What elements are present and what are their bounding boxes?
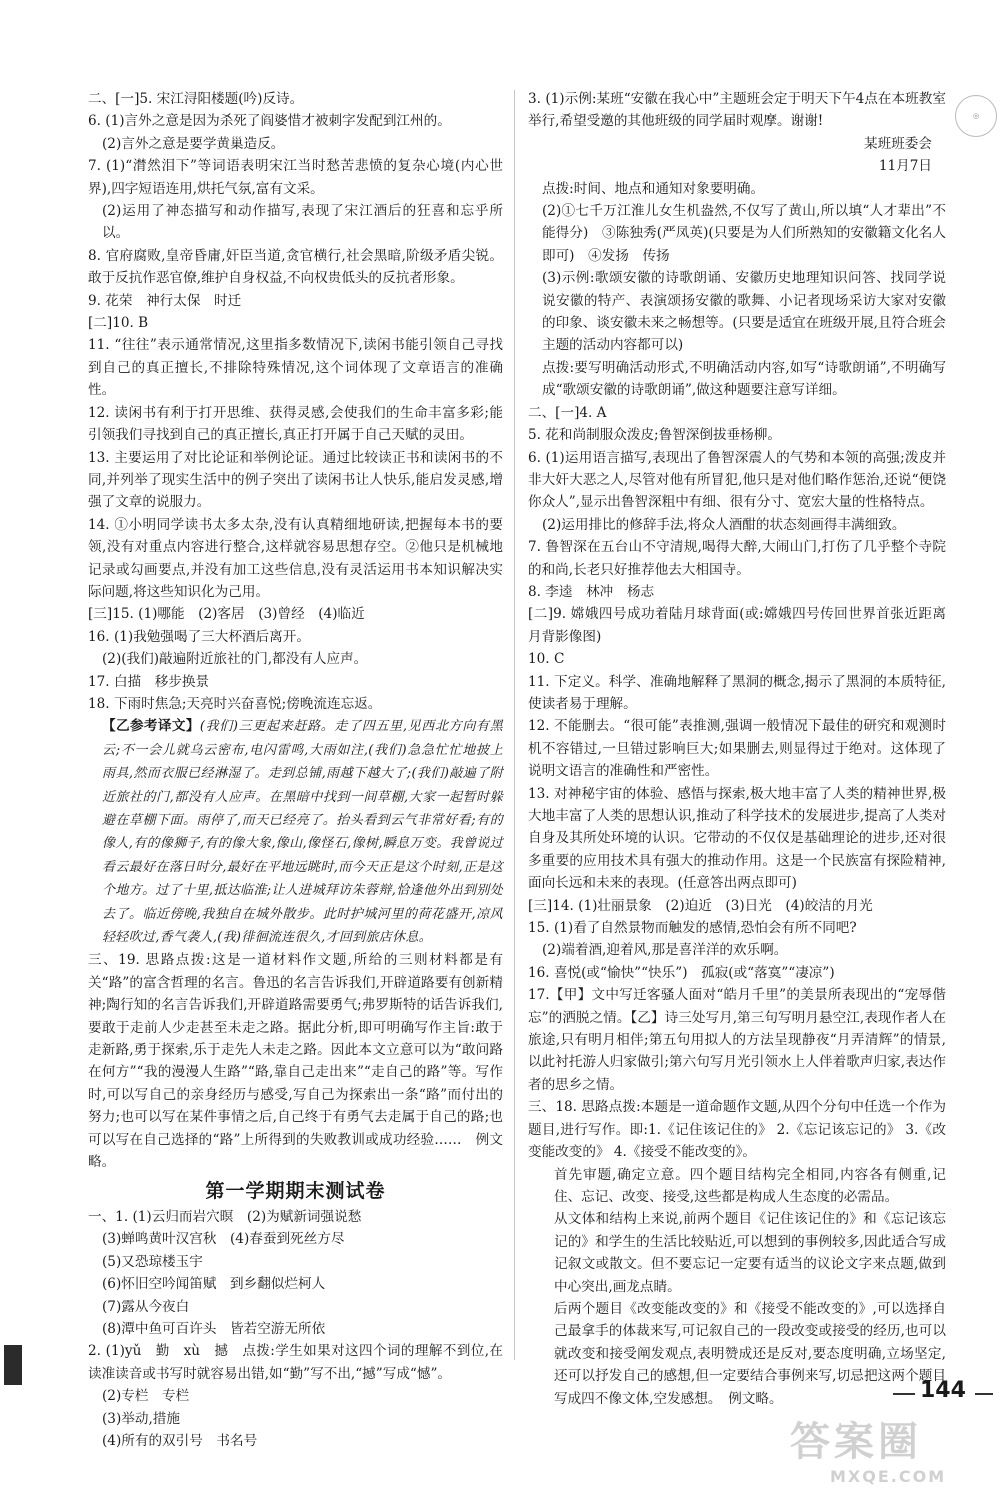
answer-line: 14. ①小明同学读书太多太杂,没有认真精细地研读,把握每本书的要领,没有对重点内容进行整合,这样就容易思想存空。②他只是机械地记录或勾画要点,并没有加工这些信息,没有灵活运用书本知识解决实际问题,将这些知识化为己用。 [88, 516, 503, 600]
answer-line: (2)运用了神态描写和动作描写,表现了宋江酒后的狂喜和忘乎所以。 [102, 203, 503, 242]
watermark-main: 答案圈 [790, 1419, 922, 1465]
corner-stamp-icon: ◎ [955, 95, 997, 137]
answer-line: 11. 下定义。科学、准确地解释了黑洞的概念,揭示了黑洞的本质特征,使读者易于理解。 [528, 673, 946, 712]
answer-line: (2)言外之意是要学黄巢造反。 [102, 135, 285, 152]
answer-line: 12. 读闲书有利于打开思维、获得灵感,会使我们的生命丰富多彩;能引领我们寻找到自己的真正擅长,真正打开属于自己天赋的灵田。 [88, 404, 503, 444]
answer-line: 三、18. 思路点拨:本题是一道命题作文题,从四个分句中任选一个作为题目,进行写作。即:1.《记住该记住的》 2.《忘记该忘记的》 3.《改变能改变的》 4.《接受不能改变的》。 [528, 1099, 946, 1161]
answer-line: [三]14. (1)壮丽景象 (2)迫近 (3)日光 (4)皎洁的月光 [528, 897, 873, 914]
answer-line: (3)举动,措施 [102, 1410, 180, 1427]
answer-line: (2)(我们)敲遍附近旅社的门,都没有人应声。 [102, 651, 368, 668]
translation-block [88, 715, 503, 949]
answer-line: 9. 花荣 神行太保 时迁 [88, 292, 242, 309]
translation-text: (我们)三更起来赶路。走了四五里,见西北方向有黑云;不一会儿就乌云密布,电闪雷鸣,大雨如注,(我们)急急忙忙地披上雨具,然而衣服已经淋湿了。走到总铺,雨越下越大了;(我们)敲遍了附近旅社的门,都没有人应声。在黑暗中找到一间草棚,大家一起暂时躲避在草棚下面。雨停了,而天已经亮了。抬头看到云气非常好看;有的像人,有的像狮子,有的像大象,像山,像怪石,像树,瞬息万变。我曾说过看云最好在落日时分,最好在平地远眺时,而今天正是这个时刻,正是这个地方。过了十里,抵达临淮;让人进城拜访朱蓉辩,恰逢他外出到别处去了。临近傍晚,我独自在城外散步。此时护城河里的荷花盛开,凉风轻轻吹过,香气袭人,(我)徘徊流连很久,才回到旅店休息。 [102, 719, 503, 946]
answer-line: 17.【甲】文中写迁客骚人面对“皓月千里”的美景所表现出的“宠辱偕忘”的洒脱之情。【乙】诗三处写月,第三句写明月悬空江,表现作者人在旅途,只有明月相伴;第五句用拟人的方法呈现静夜“月弄清辉”的情景,以此衬托游人归家做引;第六句写月光引领水上人伴着歌声归家,表达作者的思乡之情。 [528, 987, 946, 1093]
answer-line: 点拨:要写明确活动形式,不明确活动内容,如写“诗歌朗诵”,不明确写成“歌颂安徽的诗歌朗诵”,做这种题要注意写详细。 [542, 359, 946, 399]
answer-line: 三、19. 思路点拨:这是一道材料作文题,所给的三则材料都是有关“路”的富含哲理的名言。鲁迅的名言告诉我们,开辟道路要有创新精神;陶行知的名言告诉我们,开辟道路需要勇气;弗罗斯特的话告诉我们,要敢于走前人少走甚至未走之路。据此分析,即可明确写作主旨:敢于走新路,勇于探索,乐于走先人未走之路。因此本文立意可以为“敢问路在何方”“我的漫漫人生路”“路,靠自己走出来”“走自己的路”等。写作时,可以写自己的亲身经历与感受,写自己为探索出一条“路”而付出的努力;也可以写在某件事情之后,自己终于有勇气去走属于自己的路;也可以写在自己选择的“路”上所得到的失败教训或成功经验…… 例文略。 [88, 952, 503, 1171]
answer-line: 17. 白描 移步换景 [88, 673, 210, 690]
answer-line: 从文体和结构上来说,前两个题目《记住该记住的》和《忘记该忘记的》和学生的生活比较贴近,可以想到的事例较多,因此适合写成记叙文或散文。但不要忘记一定要有适当的议论文字来点题,做到中心突出,画龙点睛。 [554, 1211, 946, 1295]
answer-line: 8. 官府腐败,皇帝昏庸,奸臣当道,贪官横行,社会黑暗,阶级矛盾尖锐。敢于反抗作恶官僚,维护自身权益,不向权贵低头的反抗者形象。 [88, 247, 503, 287]
answer-line: 点拨:时间、地点和通知对象要明确。 [542, 180, 765, 197]
answer-line: 首先审题,确定立意。四个题目结构完全相同,内容各有侧重,记住、忘记、改变、接受,这些都是构成人生态度的必需品。 [554, 1166, 946, 1205]
answer-line: (4)所有的双引号 书名号 [102, 1432, 258, 1449]
answer-line: [二]9. 嫦娥四号成功着陆月球背面(或:嫦娥四号传回世界首张近距离月背影像图) [528, 606, 946, 645]
answer-line: 18. 下雨时焦急;天亮时兴奋喜悦;傍晚流连忘返。 [88, 695, 382, 712]
answer-line: 7. 鲁智深在五台山不守清规,喝得大醉,大闹山门,打伤了几乎整个寺院的和尚,长老只好推荐他去大相国寺。 [528, 539, 946, 578]
answer-line: 13. 对神秘宇宙的体验、感悟与探索,极大地丰富了人类的精神世界,极大地丰富了人类的思想认识,推动了科学技术的发展进步,提高了人类对自身及其所处环境的认识。它带动的不仅仅是基础理论的进步,还对很多重要的应用技术具有强大的推动作用。这是一个民族富有探险精神,面向长远和未来的表现。(任意答出两点即可) [528, 785, 946, 892]
signature-org: 某班班委会 [864, 135, 932, 152]
answer-line: (8)潭中鱼可百许头 皆若空游无所依 [102, 1320, 326, 1337]
answer-line: (2)运用排比的修辞手法,将众人酒酣的状态刻画得丰满细致。 [542, 516, 906, 533]
answer-line: 8. 李逵 林冲 杨志 [528, 583, 655, 600]
left-column [88, 88, 503, 1452]
answer-line: 10. C [528, 651, 565, 668]
answer-line: 3. (1)示例:某班“安徽在我心中”主题班会定于明天下午4点在本班教室举行,希望受邀的其他班级的同学届时观摩。谢谢! [528, 91, 946, 130]
answer-line: 15. (1)看了自然景物而触发的感情,恐怕会有所不同吧? [528, 920, 857, 937]
answer-line: 5. 花和尚制服众泼皮;鲁智深倒拔垂杨柳。 [528, 427, 781, 444]
answer-line: 2. (1)yǔ 勤 xù 撼 点拨:学生如果对这四个词的理解不到位,在读准读音或书写时就容易出错,如“勤”写不出,“撼”写成“憾”。 [88, 1343, 503, 1382]
answer-line: (6)怀旧空吟闻笛赋 到乡翻似烂柯人 [102, 1276, 326, 1293]
answer-line: 16. (1)我勉强喝了三大杯酒后离开。 [88, 628, 310, 645]
answer-line: 一、1. (1)云归而岩穴暝 (2)为赋新词强说愁 [88, 1208, 362, 1225]
answer-line: (2)①七千万江淮儿女生机盎然,不仅写了黄山,所以填“人才辈出”不能得分) ③陈独秀(严凤英)(只要是为人们所熟知的安徽籍文化名人即可) ④发扬 传扬 [542, 203, 946, 264]
answer-line: 12. 不能删去。“很可能”表推测,强调一般情况下最佳的研究和观测时机不容错过,一旦错过影响巨大;如果删去,则显得过于绝对。这体现了说明文语言的准确性和严密性。 [528, 718, 946, 780]
answer-line: 6. (1)言外之意是因为杀死了阎婆惜才被刺字发配到江州的。 [88, 113, 451, 130]
page-number-rule-right [975, 1393, 993, 1395]
answer-line: (7)露从今夜白 [102, 1298, 190, 1315]
signature-date: 11月7日 [878, 158, 932, 175]
section-title: 第一学期期末测试卷 [205, 1179, 386, 1202]
answer-line: 7. (1)“潸然泪下”等词语表明宋江当时愁苦悲愤的复杂心境(内心世界),四字短语连用,烘托气氛,富有文采。 [88, 158, 503, 197]
page-number: 144 [920, 1378, 966, 1403]
answer-line: (2)专栏 专栏 [102, 1388, 190, 1405]
watermark-sub: MXQE.COM [830, 1467, 947, 1486]
answer-line: (3)示例:歌颂安徽的诗歌朗诵、安徽历史地理知识问答、找同学说说安徽的特产、表演颂扬安徽的歌舞、小记者现场采访大家对安徽的印象、谈安徽未来之畅想等。(只要是适宜在班级开展,且符合班会主题的活动内容都可以) [542, 270, 946, 354]
answer-line: [二]10. B [88, 315, 149, 332]
answer-line: 二、[一]4. A [528, 404, 607, 421]
answer-line: 6. (1)运用语言描写,表现出了鲁智深震人的气势和本领的高强;泼皮并非大奸大恶之人,尽管对他有所冒犯,他只是对他们略作惩治,还说“便饶你众人”,显示出鲁智深粗中有细、很有分寸、宽宏大量的性格特点。 [528, 449, 946, 511]
answer-line: 13. 主要运用了对比论证和举例论证。通过比较读正书和读闲书的不同,并列举了现实生活中的例子突出了读闲书让人快乐,能启发灵感,增强了文章的说服力。 [88, 449, 503, 511]
answer-line: (3)蝉鸣黄叶汉宫秋 (4)春蚕到死丝方尽 [102, 1231, 345, 1248]
page-edge-tab [4, 1345, 22, 1385]
answer-line: 11. “往往”表示通常情况,这里指多数情况下,读闲书能引领自己寻找到自己的真正擅长,不排除特殊情况,这个词体现了文章语言的准确性。 [88, 337, 503, 399]
column-divider [514, 90, 515, 1360]
answer-line: (2)端着酒,迎着风,那是喜洋洋的欢乐啊。 [542, 942, 788, 959]
answer-line: (5)又恐琼楼玉宇 [102, 1253, 203, 1270]
answer-line: 二、[一]5. 宋江浔阳楼题(吟)反诗。 [88, 91, 304, 107]
page-number-rule-left [893, 1393, 915, 1395]
answer-line: 后两个题目《改变能改变的》和《接受不能改变的》,可以选择自己最拿手的体裁来写,可记叙自己的一段改变或接受的经历,也可以就改变和接受阐发观点,表明赞成还是反对,要态度明确,立场坚定,还可以抒发自己的感想,但一定要结合事例来写,切忌把这两个题目写成四不像文体,空发感想。 例文略。 [554, 1300, 946, 1407]
answer-line: 16. 喜悦(或“愉快”“快乐”) 孤寂(或“落寞”“凄凉”) [528, 964, 835, 981]
watermark [790, 1410, 990, 1490]
answer-line: [三]15. (1)哪能 (2)客居 (3)曾经 (4)临近 [88, 606, 365, 623]
right-column [528, 88, 946, 1410]
translation-label: 【乙参考译文】 [102, 718, 200, 735]
